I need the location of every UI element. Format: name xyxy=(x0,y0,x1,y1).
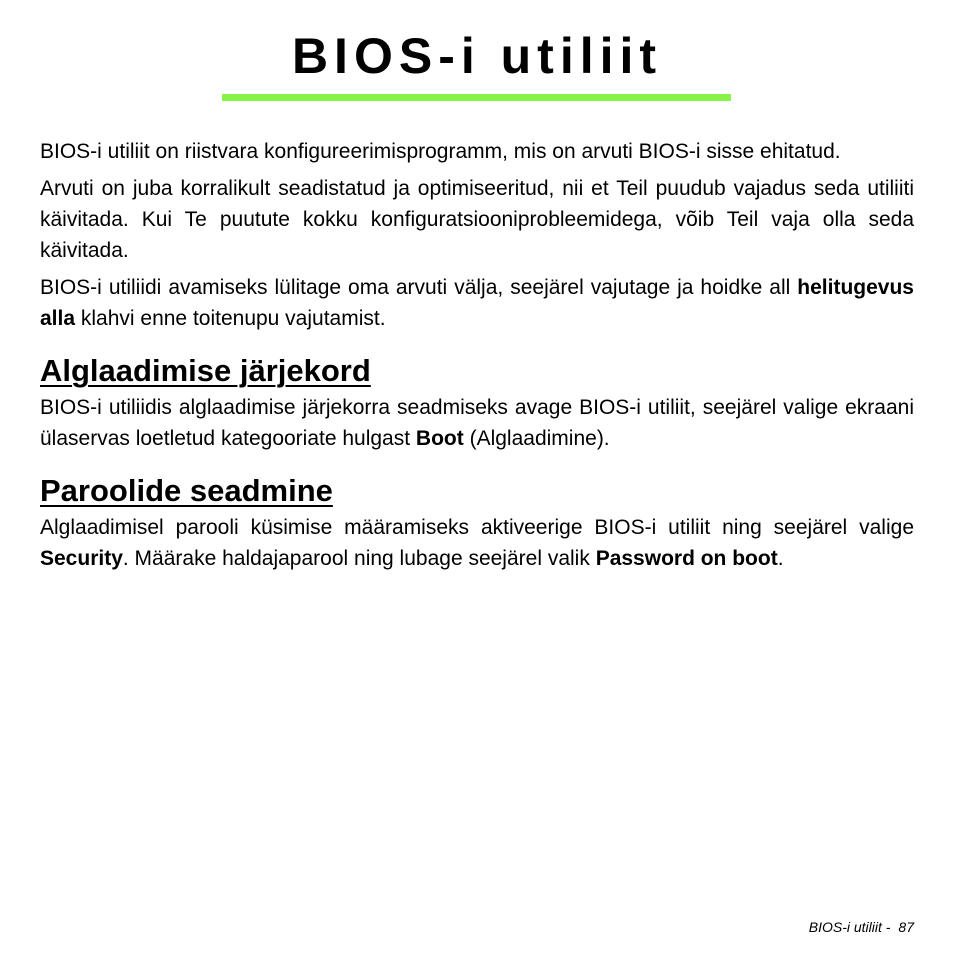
boot-order-paragraph xyxy=(40,392,914,454)
section-heading-boot-order: Alglaadimise järjekord xyxy=(40,353,371,388)
intro-paragraph-2: Arvuti on juba korralikult seadistatud ja optimiseeritud, nii et Teil puudub vajadus seda utiliiti käivitada. Kui Te puutute kokku konfiguratsiooniprobleemidega, võib Teil vaja olla seda käivitada. xyxy=(40,177,914,262)
boot-text-after: (Alglaadimine). xyxy=(463,427,610,450)
intro-p3-bold-key: helitugevus alla xyxy=(40,276,914,330)
password-bold-security: Security xyxy=(40,547,123,570)
password-text-middle: . Määrake haldajaparool ning lubage seejärel valik xyxy=(122,547,596,570)
password-text-before: Alglaadimisel parooli küsimise määramiseks aktiveerige BIOS-i utiliit ning seejärel valige xyxy=(40,516,914,539)
passwords-paragraph xyxy=(40,512,914,574)
intro-p3-text-after: klahvi enne toitenupu vajutamist. xyxy=(75,307,386,330)
page-content xyxy=(40,136,914,580)
password-text-after: . xyxy=(777,547,784,570)
password-bold-option: Password on boot xyxy=(595,547,778,570)
intro-p3-text-before: BIOS-i utiliidi avamiseks lülitage oma arvuti välja, seejärel vajutage ja hoidke all xyxy=(40,276,798,299)
boot-bold-term: Boot xyxy=(415,427,464,450)
footer-label: BIOS-i utiliit - xyxy=(808,919,891,935)
intro-paragraph-1: BIOS-i utiliit on riistvara konfigureerimisprogramm, mis on arvuti BIOS-i sisse ehitatud. xyxy=(40,140,841,163)
page-footer xyxy=(809,918,914,936)
page-number: 87 xyxy=(898,919,914,935)
title-underline-bar xyxy=(222,94,731,101)
section-heading-passwords: Paroolide seadmine xyxy=(40,473,333,508)
page-title: BIOS-i utiliit xyxy=(291,28,663,84)
boot-text-before: BIOS-i utiliidis alglaadimise järjekorra seadmiseks avage BIOS-i utiliit, seejärel valige ekraani ülaservas loetletud kategooriate hulgast xyxy=(40,396,914,450)
intro-paragraph-3 xyxy=(40,272,914,334)
